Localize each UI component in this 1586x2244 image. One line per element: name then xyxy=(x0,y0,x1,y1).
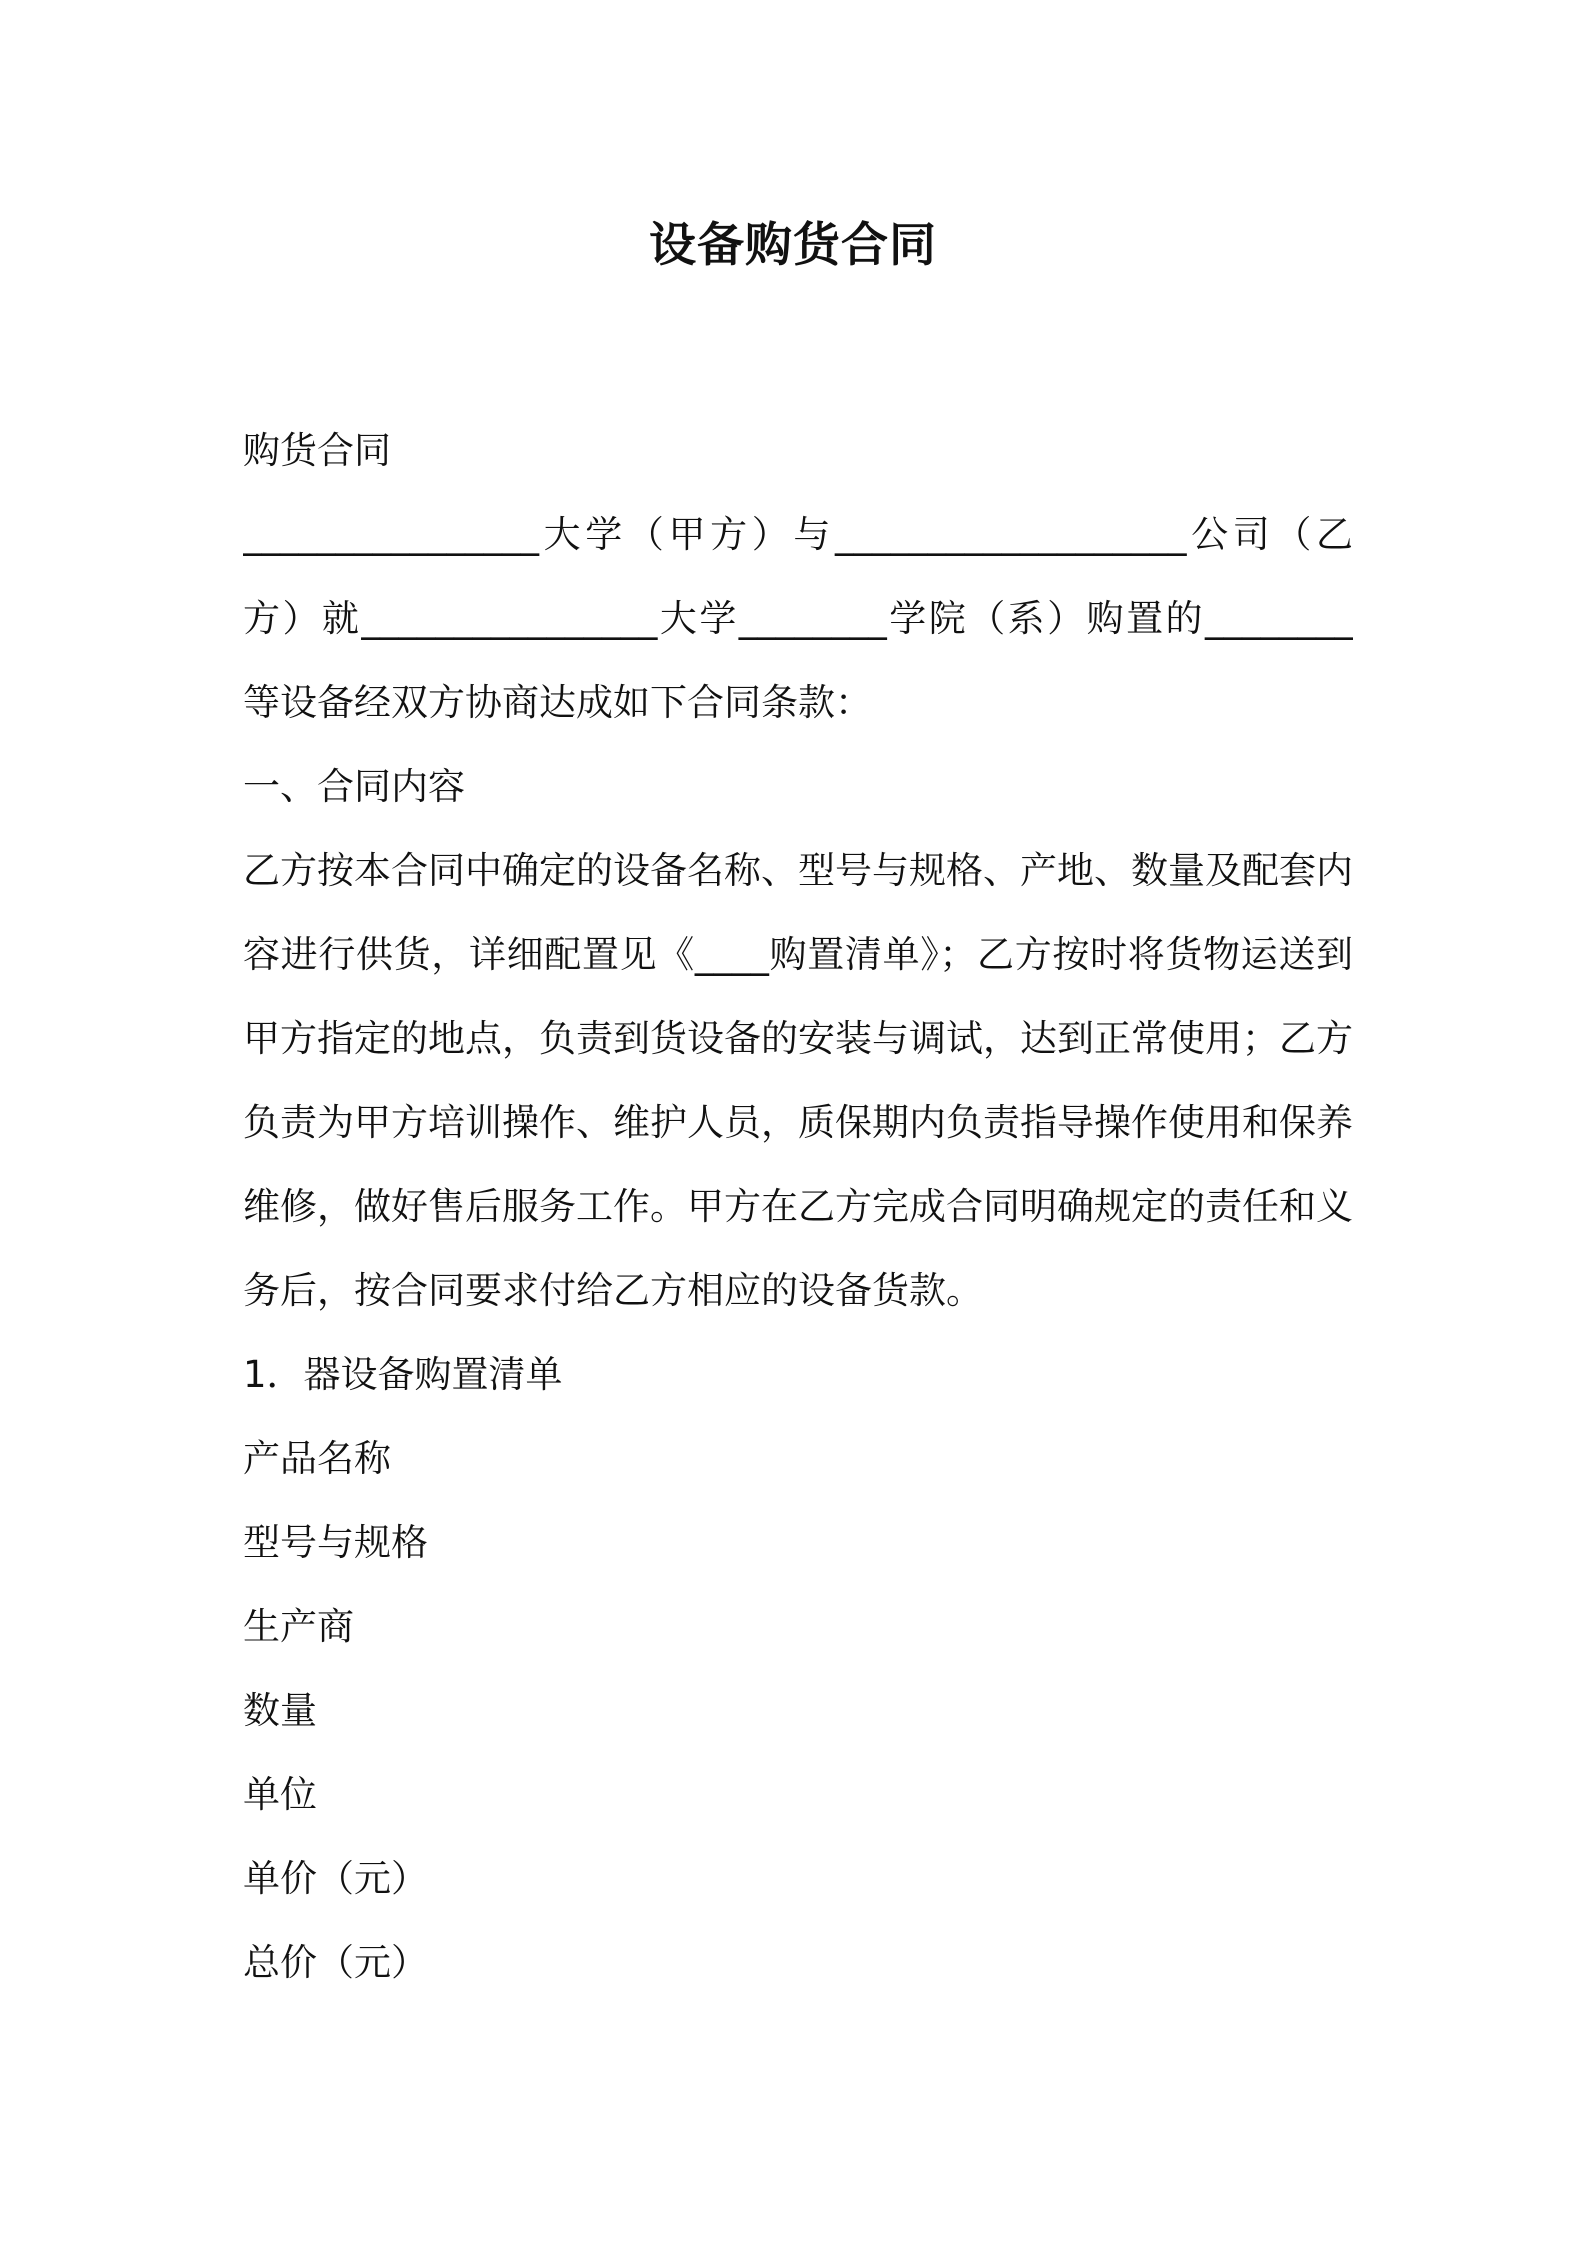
paragraph-line-5: 维修，做好售后服务工作。甲方在乙方完成合同明确规定的责任和义 xyxy=(243,1185,1353,1228)
list-item-quantity: 数量 xyxy=(243,1689,317,1732)
paragraph-line-4: 负责为甲方培训操作、维护人员，质保期内负责指导操作使用和保养 xyxy=(243,1101,1353,1144)
subsection-heading-equipment-list: 1．器设备购置清单 xyxy=(243,1353,563,1396)
list-item-manufacturer: 生产商 xyxy=(243,1605,354,1648)
line-parties-2: 方）就________________大学________学院（系）购置的________ xyxy=(243,597,1353,640)
list-item-model-spec: 型号与规格 xyxy=(243,1521,428,1564)
list-item-total-price: 总价（元） xyxy=(243,1941,428,1984)
list-item-product-name: 产品名称 xyxy=(243,1437,391,1480)
list-item-unit-price: 单价（元） xyxy=(243,1857,428,1900)
paragraph-line-6: 务后，按合同要求付给乙方相应的设备货款。 xyxy=(243,1269,983,1312)
section-heading-contract-content: 一、合同内容 xyxy=(243,765,465,808)
document-body xyxy=(243,409,1353,2005)
document-title: 设备购货合同 xyxy=(649,218,937,273)
paragraph-line-3: 甲方指定的地点，负责到货设备的安装与调试，达到正常使用；乙方 xyxy=(243,1017,1353,1060)
paragraph-line-2: 容进行供货，详细配置见《____购置清单》；乙方按时将货物运送到 xyxy=(243,933,1353,976)
line-parties-3: 等设备经双方协商达成如下合同条款： xyxy=(243,681,872,724)
list-item-unit: 单位 xyxy=(243,1773,317,1816)
line-parties-1: ________________大学（甲方）与___________________公司（乙 xyxy=(243,513,1353,556)
line-contract-heading: 购货合同 xyxy=(243,429,391,472)
paragraph-line-1: 乙方按本合同中确定的设备名称、型号与规格、产地、数量及配套内 xyxy=(243,849,1353,892)
